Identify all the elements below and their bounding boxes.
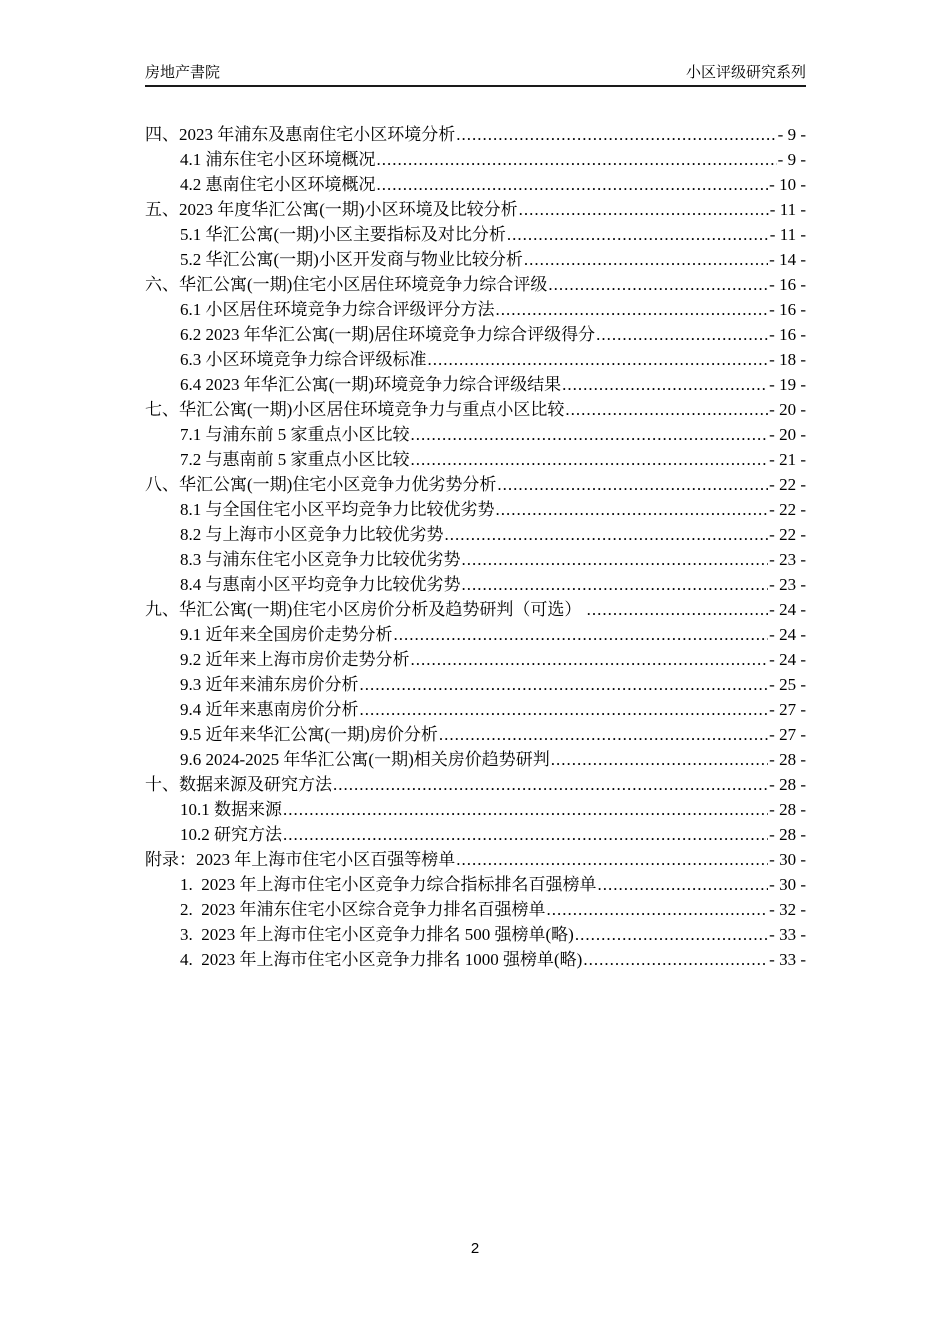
dot-leader	[496, 497, 769, 522]
dot-leader	[575, 922, 768, 947]
toc-entry-label: 九、华汇公寓(一期)住宅小区房价分析及趋势研判（可选）	[145, 600, 586, 619]
dot-leader	[547, 897, 769, 922]
toc-entry-label: 附录：2023 年上海市住宅小区百强等榜单	[145, 850, 456, 869]
toc-entry[interactable]	[145, 397, 806, 422]
toc-entry[interactable]	[145, 572, 806, 597]
page-footer	[0, 1240, 950, 1257]
page-header	[145, 64, 806, 87]
toc-entry[interactable]	[145, 172, 806, 197]
toc-entry-page-number: - 11 -	[769, 200, 806, 219]
header-right-text: 小区评级研究系列	[685, 64, 806, 81]
dot-leader	[445, 522, 769, 547]
toc-entry-page-number: - 19 -	[769, 375, 806, 394]
toc-entry-page-number: - 33 -	[769, 950, 806, 969]
toc-entry[interactable]	[145, 747, 806, 772]
toc-entry-page-number: - 22 -	[769, 525, 806, 544]
toc-entry[interactable]	[145, 472, 806, 497]
dot-leader	[411, 422, 769, 447]
toc-entry-label: 9.6 2024-2025 年华汇公寓(一期)相关房价趋势研判	[180, 750, 550, 769]
toc-entry-label: 10.2 研究方法	[180, 825, 282, 844]
dot-leader	[548, 272, 768, 297]
toc-entry-label: 9.1 近年来全国房价走势分析	[180, 625, 393, 644]
toc-entry-page-number: - 30 -	[769, 850, 806, 869]
toc-entry-label: 3. 2023 年上海市住宅小区竞争力排名 500 强榜单(略)	[180, 925, 574, 944]
toc-entry-page-number: - 24 -	[769, 625, 806, 644]
toc-entry-page-number: - 32 -	[769, 900, 806, 919]
toc-entry-label: 8.1 与全国住宅小区平均竞争力比较优劣势	[180, 500, 495, 519]
dot-leader	[497, 472, 768, 497]
toc-entry[interactable]	[145, 922, 806, 947]
toc-entry-page-number: - 22 -	[769, 500, 806, 519]
dot-leader	[456, 122, 776, 147]
dot-leader	[496, 297, 769, 322]
toc-entry[interactable]	[145, 347, 806, 372]
toc-entry-label: 6.3 小区环境竞争力综合评级标准	[180, 350, 427, 369]
dot-leader	[333, 772, 768, 797]
toc-entry-label: 4. 2023 年上海市住宅小区竞争力排名 1000 强榜单(略)	[180, 950, 583, 969]
toc-entry-page-number: - 28 -	[769, 825, 806, 844]
toc-entry-label: 5.2 华汇公寓(一期)小区开发商与物业比较分析	[180, 250, 523, 269]
toc-entry-page-number: - 23 -	[769, 550, 806, 569]
toc-entry-label: 9.5 近年来华汇公寓(一期)房价分析	[180, 725, 438, 744]
dot-leader	[377, 172, 769, 197]
toc-entry-page-number: - 27 -	[769, 725, 806, 744]
toc-entry-page-number: - 25 -	[769, 675, 806, 694]
toc-entry[interactable]	[145, 847, 806, 872]
toc-entry-label: 9.4 近年来惠南房价分析	[180, 700, 359, 719]
toc-entry[interactable]	[145, 372, 806, 397]
toc-entry-label: 四、2023 年浦东及惠南住宅小区环境分析	[145, 125, 456, 144]
toc-entry-label: 2. 2023 年浦东住宅小区综合竞争力排名百强榜单	[180, 900, 546, 919]
dot-leader	[360, 672, 769, 697]
dot-leader	[462, 572, 769, 597]
toc-entry-label: 10.1 数据来源	[180, 800, 282, 819]
toc-entry-label: 8.2 与上海市小区竞争力比较优劣势	[180, 525, 444, 544]
toc-entry-label: 六、华汇公寓(一期)住宅小区居住环境竞争力综合评级	[145, 275, 548, 294]
toc-entry-label: 6.1 小区居住环境竞争力综合评级评分方法	[180, 300, 495, 319]
dot-leader	[283, 822, 768, 847]
toc-entry[interactable]	[145, 647, 806, 672]
toc-entry-label: 4.2 惠南住宅小区环境概况	[180, 175, 376, 194]
dot-leader	[507, 222, 769, 247]
dot-leader	[551, 747, 768, 772]
toc-entry-page-number: - 10 -	[769, 175, 806, 194]
toc-entry-label: 七、华汇公寓(一期)小区居住环境竞争力与重点小区比较	[145, 400, 565, 419]
toc-entry[interactable]	[145, 722, 806, 747]
toc-entry-page-number: - 27 -	[769, 700, 806, 719]
toc-entry-page-number: - 11 -	[769, 225, 806, 244]
toc-entry[interactable]	[145, 497, 806, 522]
toc-entry[interactable]	[145, 247, 806, 272]
toc-entry[interactable]	[145, 597, 806, 622]
toc-entry[interactable]	[145, 547, 806, 572]
toc-entry-page-number: - 28 -	[769, 750, 806, 769]
dot-leader	[428, 347, 769, 372]
toc-entry-page-number: - 9 -	[777, 125, 806, 144]
toc-entry[interactable]	[145, 422, 806, 447]
dot-leader	[598, 872, 769, 897]
toc-entry-label: 5.1 华汇公寓(一期)小区主要指标及对比分析	[180, 225, 506, 244]
toc-entry-label: 十、数据来源及研究方法	[145, 775, 332, 794]
dot-leader	[377, 147, 777, 172]
toc-entry-page-number: - 16 -	[769, 325, 806, 344]
toc-entry-label: 7.2 与惠南前 5 家重点小区比较	[180, 450, 410, 469]
toc-entry[interactable]	[145, 672, 806, 697]
toc-entry-page-number: - 24 -	[769, 650, 806, 669]
toc-entry[interactable]	[145, 322, 806, 347]
toc-entry-label: 8.4 与惠南小区平均竞争力比较优劣势	[180, 575, 461, 594]
toc-entry[interactable]	[145, 897, 806, 922]
toc-entry-page-number: - 20 -	[769, 400, 806, 419]
toc-entry-page-number: - 20 -	[769, 425, 806, 444]
toc-entry[interactable]	[145, 697, 806, 722]
toc-entry-label: 9.2 近年来上海市房价走势分析	[180, 650, 410, 669]
toc-entry[interactable]	[145, 297, 806, 322]
dot-leader	[411, 647, 769, 672]
toc-entry-page-number: - 28 -	[769, 800, 806, 819]
toc-entry-label: 1. 2023 年上海市住宅小区竞争力综合指标排名百强榜单	[180, 875, 597, 894]
toc-entry-page-number: - 33 -	[769, 925, 806, 944]
toc-entry-label: 八、华汇公寓(一期)住宅小区竞争力优劣势分析	[145, 475, 497, 494]
toc-entry[interactable]	[145, 822, 806, 847]
toc-entry-page-number: - 24 -	[769, 600, 806, 619]
toc-entry[interactable]	[145, 147, 806, 172]
dot-leader	[360, 697, 769, 722]
dot-leader	[462, 547, 769, 572]
dot-leader	[519, 197, 769, 222]
toc-entry[interactable]	[145, 122, 806, 147]
toc-entry-label: 6.2 2023 年华汇公寓(一期)居住环境竞争力综合评级得分	[180, 325, 596, 344]
toc-entry-label: 8.3 与浦东住宅小区竞争力比较优劣势	[180, 550, 461, 569]
header-left-text: 房地产書院	[145, 64, 221, 81]
page-number: 2	[470, 1240, 480, 1257]
dot-leader	[456, 847, 768, 872]
dot-leader	[565, 397, 768, 422]
toc-entry-page-number: - 14 -	[769, 250, 806, 269]
toc-entry[interactable]	[145, 222, 806, 247]
toc-entry-page-number: - 23 -	[769, 575, 806, 594]
toc-entry[interactable]	[145, 872, 806, 897]
table-of-contents	[145, 122, 806, 972]
toc-entry[interactable]	[145, 772, 806, 797]
dot-leader	[583, 947, 768, 972]
dot-leader	[524, 247, 768, 272]
dot-leader	[562, 372, 768, 397]
toc-entry-page-number: - 21 -	[769, 450, 806, 469]
dot-leader	[596, 322, 768, 347]
toc-entry[interactable]	[145, 272, 806, 297]
toc-entry[interactable]	[145, 797, 806, 822]
toc-entry[interactable]	[145, 447, 806, 472]
dot-leader	[394, 622, 769, 647]
toc-entry-label: 9.3 近年来浦东房价分析	[180, 675, 359, 694]
toc-entry-page-number: - 9 -	[777, 150, 806, 169]
dot-leader	[283, 797, 768, 822]
toc-entry-label: 7.1 与浦东前 5 家重点小区比较	[180, 425, 410, 444]
toc-entry-label: 4.1 浦东住宅小区环境概况	[180, 150, 376, 169]
toc-entry-page-number: - 30 -	[769, 875, 806, 894]
toc-entry-page-number: - 16 -	[769, 300, 806, 319]
toc-entry-page-number: - 22 -	[769, 475, 806, 494]
dot-leader	[439, 722, 768, 747]
toc-entry-page-number: - 18 -	[769, 350, 806, 369]
dot-leader	[587, 597, 769, 622]
toc-entry-label: 五、2023 年度华汇公寓(一期)小区环境及比较分析	[145, 200, 518, 219]
toc-entry-page-number: - 28 -	[769, 775, 806, 794]
toc-entry[interactable]	[145, 522, 806, 547]
toc-entry[interactable]	[145, 947, 806, 972]
toc-entry-label: 6.4 2023 年华汇公寓(一期)环境竞争力综合评级结果	[180, 375, 562, 394]
dot-leader	[411, 447, 769, 472]
toc-entry[interactable]	[145, 197, 806, 222]
toc-entry[interactable]	[145, 622, 806, 647]
toc-entry-page-number: - 16 -	[769, 275, 806, 294]
